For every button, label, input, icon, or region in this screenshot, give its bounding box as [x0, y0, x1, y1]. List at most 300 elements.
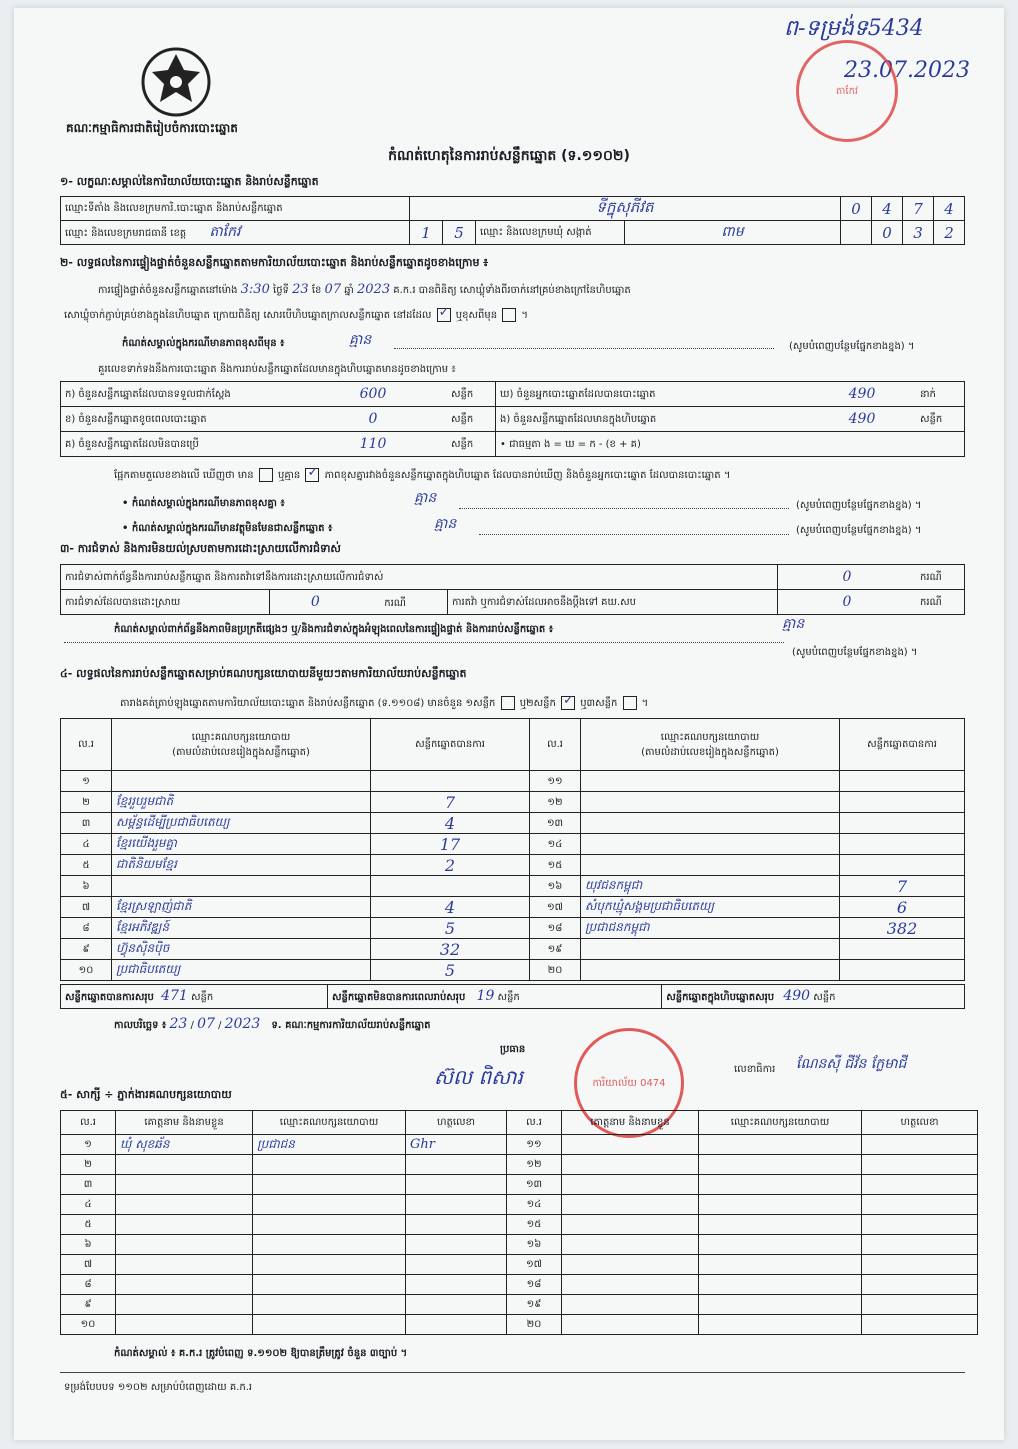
counts-intro: គួរលេខទាក់ទងនឹងការបោះឆ្នោត និងការរាប់សន្លឹកឆ្នោតដែលមានក្នុងហិបឆ្នោតមានដូចខាងក្រោម ៖: [98, 364, 456, 375]
same-checkbox[interactable]: [437, 308, 451, 322]
results-table: [60, 718, 965, 981]
objection-row2-label2: ការតវ៉ា ឬការជំទាស់ដែលអាចនឹងប្តឹងទៅ គឃ.សប: [447, 590, 777, 615]
row-number: ១៦: [507, 1235, 562, 1255]
one-sheet-checkbox[interactable]: [501, 696, 515, 710]
objection-row1-value: 0: [778, 565, 917, 590]
row-number: ១២: [530, 792, 581, 813]
objection-row1-unit: ករណី: [916, 565, 965, 590]
party-name: សំបុកឃ្មុំសង្គមប្រជាធិបតេយ្យ: [581, 897, 840, 918]
witness-party: [699, 1175, 862, 1195]
party-name: ខ្មែរស្រឡាញ់ជាតិ: [112, 897, 371, 918]
witness-name: [116, 1155, 253, 1175]
party-name: [581, 813, 840, 834]
has-diff-checkbox[interactable]: [259, 468, 273, 482]
table-row: [61, 834, 965, 855]
committee-label: ទ. គណៈកម្មការការិយាល័យរាប់សន្លឹកឆ្នោត: [271, 1020, 431, 1031]
row-number: ១៩: [530, 939, 581, 960]
party-votes: [840, 834, 965, 855]
witness-name: [562, 1315, 699, 1335]
fill-hint-1: (សូមបំពេញបន្ថែមផ្នែកខាងខ្នង) ។: [789, 341, 915, 352]
party-name: [581, 939, 840, 960]
nec-logo-icon: [140, 46, 212, 118]
row-number: ៦: [61, 876, 112, 897]
witness-signature: [406, 1235, 507, 1255]
different-label: ឬខុសពីមុន: [455, 310, 498, 321]
day-label: ថ្ងៃទី: [273, 285, 289, 296]
row-number: ១៧: [530, 897, 581, 918]
total-invalid-cell: [328, 985, 662, 1009]
three-sheet-label: ឬ៣សន្លឹក: [580, 698, 618, 709]
witness-party: [253, 1295, 406, 1315]
total-box-unit: សន្លឹក: [813, 992, 836, 1003]
row-number: ១១: [507, 1135, 562, 1155]
witness-party: ប្រជាជន: [253, 1135, 406, 1155]
table-row: [61, 1315, 978, 1335]
table-row: [61, 771, 965, 792]
witness-name: [116, 1215, 253, 1235]
no-diff-checkbox[interactable]: [305, 468, 319, 482]
results-col-party-left-title: ឈ្មោះគណបក្សនយោបាយ: [191, 731, 291, 743]
two-sheet-label: ឬ២សន្លឹក: [519, 698, 556, 709]
location-code-3: 7: [903, 197, 934, 221]
witness-col-no-left: ល.រ: [61, 1111, 116, 1135]
date-month: 07: [197, 1016, 215, 1032]
commune-value: ពាម: [625, 221, 841, 245]
difference-note-line: [394, 348, 774, 349]
verify-line-2-text: សោឃ្លុំចាក់ភ្ជាប់គ្រប់ខាងក្នុងនៃហិបឆ្នោត ក្រោយពិនិត្យ សោរបើហិបឆ្នោតក្រាលសន្លឹកឆ្នោត នៅដដែល: [64, 310, 432, 321]
witness-party: [699, 1295, 862, 1315]
party-name: ខ្មែររួបរួមជាតិ: [112, 792, 371, 813]
objection-row2-value-text: 0: [310, 593, 320, 610]
count-value: 600: [299, 382, 447, 407]
witness-party: [699, 1235, 862, 1255]
secretary-label: លេខាធិការ: [734, 1064, 776, 1075]
witness-col-party-right: ឈ្មោះគណបក្សនយោបាយ: [699, 1111, 862, 1135]
irregularity-note-value: គ្មាន: [782, 616, 805, 632]
row-number: ៣: [61, 813, 112, 834]
sheet-count-text: តារាងគត់ត្រាប់ឡុងឆ្នោតតាមការិយាល័យបោះឆ្នោត និងរាប់សន្លឹកឆ្នោត (ទ.១១០៨) មានចំនួន ១សន្លឹក: [120, 698, 496, 709]
row-number: ១៧: [507, 1255, 562, 1275]
witness-name: [562, 1255, 699, 1275]
count-unit-2: នាក់: [916, 382, 965, 407]
party-votes: [840, 813, 965, 834]
committee-name: គណៈកម្មាធិការជាតិរៀបចំការបោះឆ្នោត: [66, 121, 238, 135]
table-row: [61, 1155, 978, 1175]
witness-signature: [862, 1235, 978, 1255]
row-number: ១២: [507, 1155, 562, 1175]
date-label: កាលបរិច្ឆេទ ៖: [114, 1020, 167, 1031]
total-box-label: សន្លឹកឆ្នោតក្នុងហិបឆ្នោតសរុប: [666, 992, 775, 1003]
party-votes: 382: [840, 918, 965, 939]
results-col-no-right: ល.រ: [530, 719, 581, 771]
total-valid-value: 471: [161, 988, 188, 1004]
count-unit: សន្លឹក: [447, 432, 496, 457]
counts-row: [61, 432, 965, 457]
objection-row2-label: ការជំទាស់ដែលបានដោះស្រាយ: [61, 590, 270, 615]
witness-party: [253, 1195, 406, 1215]
party-name: យុវជនកម្ពុជា: [581, 876, 840, 897]
irregularity-note-label: កំណត់សម្គាល់ពាក់ព័ន្ធនឹងភាពមិនប្រក្រតីផ្សេងៗ ឬ/និងការជំទាស់ក្នុងអំឡុងពេលនៃការផ្ទៀងផ្ទាត់ និងការរាប់សន្លឹកឆ្នោត ៖: [114, 624, 554, 635]
row-number: ២០: [530, 960, 581, 981]
party-name: [581, 792, 840, 813]
fill-hint-4: (សូមបំពេញបន្ថែមផ្នែកខាងខ្នង) ។: [792, 647, 918, 658]
results-col-party-right: [581, 719, 840, 771]
form-title: កំណត់ហេតុនៃការរាប់សន្លឹកឆ្នោត (ទ.១១០២): [388, 148, 630, 164]
witness-signature: [862, 1215, 978, 1235]
witness-name: [116, 1175, 253, 1195]
witness-col-sig-right: ហត្ថលេខា: [862, 1111, 978, 1135]
counts-row: [61, 382, 965, 407]
row-number: ២: [61, 1155, 116, 1175]
witness-name: [562, 1215, 699, 1235]
commune-code-spacer: [841, 221, 872, 245]
witness-signature: [406, 1175, 507, 1195]
total-valid-cell: [61, 985, 328, 1009]
fill-hint-3: (សូមបំពេញបន្ថែមផ្នែកខាងខ្នង) ។: [796, 525, 922, 536]
commune-label: ឈ្មោះ និងលេខក្រមឃុំ សង្កាត់: [476, 221, 625, 245]
table-row: [61, 855, 965, 876]
witness-name: [562, 1235, 699, 1255]
table-row: [61, 1235, 978, 1255]
total-invalid-unit: សន្លឹក: [497, 992, 520, 1003]
witness-signature: [406, 1275, 507, 1295]
party-votes: 17: [371, 834, 530, 855]
corner-note: ព-ទម្រង់ទ5434: [784, 16, 924, 41]
party-name: ហ៊្វុនស៊ិនប៉ិច: [112, 939, 371, 960]
objection-row2-value2: 0: [778, 590, 917, 615]
witness-table: [60, 1110, 978, 1335]
no-diff-label: ឬគ្មាន: [278, 470, 301, 481]
party-name: [112, 771, 371, 792]
section4-heading: ៤- លទ្ធផលនៃការរាប់សន្លឹកឆ្នោតសម្រាប់គណបក្សនយោបាយនីមួយៗតាមការិយាល័យរាប់សន្លឹកឆ្នោត: [60, 667, 467, 680]
counts-row: [61, 407, 965, 432]
total-valid-label: សន្លឹកឆ្នោតបានការសរុប: [65, 992, 154, 1003]
compare-line: [114, 468, 984, 483]
total-invalid-label: សន្លឹកឆ្នោតមិនបានការពេលរាប់សរុប: [332, 992, 466, 1003]
objections-table: [60, 564, 965, 615]
total-invalid-value: 19: [476, 988, 495, 1004]
section1-heading: ១- លក្ខណៈសម្គាល់នៃការិយាល័យបោះឆ្នោត និងរាប់សន្លឹកឆ្នោត: [60, 175, 319, 188]
row-number: ៤: [61, 1195, 116, 1215]
diff-note-line: [459, 508, 789, 509]
table-row: [61, 897, 965, 918]
row-number: ១: [61, 1135, 116, 1155]
section5-heading: ៥- សាក្សី ÷ ភ្នាក់ងារគណបក្សនយោបាយ: [60, 1088, 232, 1101]
results-col-votes-left: សន្លឹកឆ្នោតបានការ: [371, 719, 530, 771]
witness-party: [699, 1275, 862, 1295]
secretary-signature: ណែនស៊ី ជីវ័ន ក្លែមាជី: [796, 1056, 907, 1072]
diff-note-label: • កំណត់សម្គាល់ក្នុងករណីមានភាពខុសគ្នា ៖: [122, 498, 285, 509]
witness-name: [562, 1295, 699, 1315]
counts-table: [60, 381, 965, 457]
row-number: ២: [61, 792, 112, 813]
witness-signature: [406, 1315, 507, 1335]
verify-day: 23: [292, 282, 309, 297]
province-value: តាកែវ: [209, 224, 241, 240]
table-row: [61, 876, 965, 897]
witness-name: [116, 1235, 253, 1255]
row-number: ១៥: [507, 1215, 562, 1235]
witness-party: [699, 1135, 862, 1155]
party-votes: [371, 876, 530, 897]
witness-party: [253, 1255, 406, 1275]
date-line: កាលបរិច្ឆេទ ៖ 23 / 07 / 2023 ទ. គណៈកម្មការការិយាល័យរាប់សន្លឹកឆ្នោត: [114, 1016, 431, 1032]
objection-row2-value: [270, 590, 448, 615]
party-votes: 4: [371, 813, 530, 834]
row-number: ១៨: [507, 1275, 562, 1295]
party-name: ប្រជាធិបតេយ្យ: [112, 960, 371, 981]
witness-signature: [406, 1255, 507, 1275]
party-votes: 7: [371, 792, 530, 813]
results-col-party-left-sub: (តាមលំដាប់លេខរៀងក្នុងសន្លឹកឆ្នោត): [172, 746, 310, 758]
count-unit-2: [916, 432, 965, 457]
witness-party: [253, 1175, 406, 1195]
count-label: ខ) ចំនួនសន្លឹកឆ្នោតខូចពេលបោះឆ្នោត: [61, 407, 300, 432]
ballot-count-form: [14, 8, 1004, 1440]
table-row: [61, 1275, 978, 1295]
party-name: ជាតិនិយមខ្មែរ: [112, 855, 371, 876]
row-number: ៣: [61, 1175, 116, 1195]
witness-signature: [862, 1255, 978, 1275]
witness-signature: [862, 1315, 978, 1335]
witness-name: [562, 1275, 699, 1295]
witness-party: [699, 1195, 862, 1215]
totals-table: [60, 984, 965, 1009]
count-value-2: [808, 432, 916, 457]
row-number: ៧: [61, 1255, 116, 1275]
party-votes: 5: [371, 960, 530, 981]
other-note-line: [479, 534, 789, 535]
table-row: [61, 939, 965, 960]
party-name: [581, 834, 840, 855]
party-votes: 2: [371, 855, 530, 876]
table-row: [61, 918, 965, 939]
witness-name: [562, 1135, 699, 1155]
other-note-label: • កំណត់សម្គាល់ក្នុងករណីមានវត្ថុមិនមែនជាសន្លឹកឆ្នោត ៖: [122, 523, 333, 534]
fill-hint-2: (សូមបំពេញបន្ថែមផ្នែកខាងខ្នង) ។: [796, 500, 922, 511]
table-row: [61, 1255, 978, 1275]
count-label: គ) ចំនួនសន្លឹកឆ្នោតដែលមិនបានប្រើ: [61, 432, 300, 457]
table-row: [61, 1295, 978, 1315]
witness-signature: [862, 1155, 978, 1175]
witness-name: [562, 1155, 699, 1175]
section3-heading: ៣- ការជំទាស់ និងការមិនយល់ស្របតាមការដោះស្រាយលើការជំទាស់: [60, 542, 341, 555]
witness-name: [562, 1195, 699, 1215]
party-votes: [840, 939, 965, 960]
witness-signature: [406, 1295, 507, 1315]
row-number: ១៥: [530, 855, 581, 876]
location-value: ទីក្នុសុភីវត: [410, 197, 841, 221]
witness-signature: [862, 1195, 978, 1215]
witness-name: [116, 1255, 253, 1275]
difference-note-label: កំណត់សម្គាល់ក្នុងករណីមានភាពខុសពីមុន ៖: [122, 338, 285, 349]
witness-party: [253, 1215, 406, 1235]
row-number: ១៤: [530, 834, 581, 855]
objection-row1-label: ការជំទាស់ពាក់ព័ន្ធនឹងការរាប់សន្លឹកឆ្នោត និងការតវ៉ាទៅនឹងការដោះស្រាយលើការជំទាស់: [61, 565, 778, 590]
corner-date: 23.07.2023: [844, 58, 970, 83]
total-box-value: 490: [783, 988, 811, 1004]
table-row: [61, 1195, 978, 1215]
count-value: 110: [299, 432, 447, 457]
count-value-2: 490: [808, 382, 916, 407]
row-number: ៨: [61, 918, 112, 939]
commune-code-2: 3: [903, 221, 934, 245]
objection-row2-unit2: ករណី: [916, 590, 965, 615]
row-number: ១៨: [530, 918, 581, 939]
witness-party: [699, 1215, 862, 1235]
witness-signature: [862, 1275, 978, 1295]
party-votes: [840, 771, 965, 792]
party-votes: 32: [371, 939, 530, 960]
sheet-count-line: តារាងគត់ត្រាប់ឡុងឆ្នោតតាមការិយាល័យបោះឆ្នោត និងរាប់សន្លឹកឆ្នោត (ទ.១១០៨) មានចំនួន ១សន្លឹក ឬ២សន្លឹក ✓ ឬ៣សន្លឹក ។: [120, 696, 648, 711]
other-note-value: គ្មាន: [434, 516, 457, 532]
witness-signature: [862, 1295, 978, 1315]
compare-text-end: ភាពខុសគ្នារវាងចំនួនសន្លឹកឆ្នោតក្នុងហិបឆ្នោត ដែលបានរាប់ឃើញ និងចំនួនអ្នកបោះឆ្នោត ដែលបានបោះឆ្នោត ។: [324, 470, 731, 481]
count-label-2: ឃ) ចំនួនអ្នកបោះឆ្នោតដែលបានបោះឆ្នោត: [496, 382, 809, 407]
witness-name: [116, 1315, 253, 1335]
date-year: 2023: [224, 1016, 261, 1032]
total-box-cell: [662, 985, 965, 1009]
party-name: [581, 855, 840, 876]
count-value-2: 490: [808, 407, 916, 432]
section1-table: [60, 196, 965, 245]
count-unit-2: សន្លឹក: [916, 407, 965, 432]
location-code-2: 4: [872, 197, 903, 221]
results-col-party-right-sub: (តាមលំដាប់លេខរៀងក្នុងសន្លឹកឆ្នោត): [641, 746, 779, 758]
count-value: 0: [299, 407, 447, 432]
witness-col-party-left: ឈ្មោះគណបក្សនយោបាយ: [253, 1111, 406, 1135]
witness-party: [253, 1315, 406, 1335]
count-unit: សន្លឹក: [447, 407, 496, 432]
witness-signature: [406, 1195, 507, 1215]
row-number: ៥: [61, 1215, 116, 1235]
party-votes: [840, 792, 965, 813]
verify-year: 2023: [357, 282, 391, 297]
three-sheet-checkbox[interactable]: [623, 696, 637, 710]
witness-col-no-right: ល.រ: [507, 1111, 562, 1135]
table-row: [61, 1215, 978, 1235]
province-label-text: ឈ្មោះ និងលេខក្រមរាជធានី ខេត្ត: [65, 228, 187, 239]
verify-text: ការផ្ទៀងផ្ទាត់ចំនួនសន្លឹកឆ្នោតនៅម៉ោង: [98, 285, 238, 296]
province-code-1: 1: [410, 221, 443, 245]
location-code-1: 0: [841, 197, 872, 221]
party-votes: [840, 855, 965, 876]
count-label-2: ង) ចំនួនសន្លឹកឆ្នោតដែលមានក្នុងហិបឆ្នោត: [496, 407, 809, 432]
count-unit: សន្លឹក: [447, 382, 496, 407]
witness-signature: [862, 1135, 978, 1155]
party-name: ប្រជាជនកម្ពុជា: [581, 918, 840, 939]
party-name: ខ្មែរអភិវឌ្ឍន៍: [112, 918, 371, 939]
total-valid-unit: សន្លឹក: [190, 992, 214, 1003]
difference-note-value: គ្មាន: [349, 332, 372, 348]
witness-col-sig-left: ហត្ថលេខា: [406, 1111, 507, 1135]
commune-code-1: 0: [872, 221, 903, 245]
count-label: ក) ចំនួនសន្លឹកឆ្នោតដែលបានទទួលជាក់ស្តែង: [61, 382, 300, 407]
row-number: ៧: [61, 897, 112, 918]
witness-party: [699, 1155, 862, 1175]
table-row: [61, 960, 965, 981]
verify-line-2: សោឃ្លុំចាក់ភ្ជាប់គ្រប់ខាងក្នុងនៃហិបឆ្នោត ក្រោយពិនិត្យ សោរបើហិបឆ្នោតក្រាលសន្លឹកឆ្នោត នៅដដែល ✓ ឬខុសពីមុន ។: [64, 308, 964, 323]
row-number: ១១: [530, 771, 581, 792]
witness-col-name-left: គោត្តនាម និងនាមខ្លួន: [116, 1111, 253, 1135]
footer-rule: [60, 1372, 965, 1373]
verify-text-end: គ.ក.រ បានពិនិត្យ សោឃ្លុំទាំងពីរចាក់នៅគ្រប់ខាងក្រៅនៃហិបឆ្នោត: [393, 285, 631, 296]
row-number: ១៤: [507, 1195, 562, 1215]
section2-heading: ២- លទ្ធផលនៃការផ្ទៀងផ្ទាត់ចំនួនសន្លឹកឆ្នោតតាមការិយាល័យបោះឆ្នោត និងរាប់សន្លឹកឆ្នោតដូចខាងក្រោម ៖: [60, 256, 489, 269]
party-votes: [371, 771, 530, 792]
witness-signature: [862, 1175, 978, 1195]
verify-time: 3:30: [240, 282, 270, 297]
witness-signature: [406, 1155, 507, 1175]
diff-note-value: គ្មាន: [414, 490, 437, 506]
witness-name: [116, 1295, 253, 1315]
commune-code-3: 2: [934, 221, 965, 245]
row-number: ៩: [61, 939, 112, 960]
row-number: ៦: [61, 1235, 116, 1255]
witness-col-name-right: គោត្តនាម និងនាមខ្លួន: [562, 1111, 699, 1135]
row-number: ៤: [61, 834, 112, 855]
row-number: ១០: [61, 1315, 116, 1335]
party-name: [581, 960, 840, 981]
province-code-2: 5: [443, 221, 476, 245]
results-col-party-left: [112, 719, 371, 771]
party-name: ខ្មែរយើងរួមគ្នា: [112, 834, 371, 855]
witness-party: [699, 1315, 862, 1335]
row-number: ៥: [61, 855, 112, 876]
row-number: ៩: [61, 1295, 116, 1315]
row-number: ១០: [61, 960, 112, 981]
table-row: [61, 792, 965, 813]
verify-month: 07: [324, 282, 342, 297]
party-votes: [840, 960, 965, 981]
two-sheet-checkbox[interactable]: [561, 696, 575, 710]
witness-signature: Ghr: [406, 1135, 507, 1155]
party-votes: 7: [840, 876, 965, 897]
party-name: [112, 876, 371, 897]
witness-signature: [406, 1215, 507, 1235]
year-label: ឆ្នាំ: [344, 285, 354, 296]
witness-name: [116, 1275, 253, 1295]
chair-label: ប្រធាន: [500, 1044, 526, 1055]
party-name: សម្ព័ន្ធដើម្បីប្រជាធិបតេយ្យ: [112, 813, 371, 834]
stamp-text: តាកែវ: [835, 85, 859, 97]
witness-party: [253, 1155, 406, 1175]
chair-signature: ស៊ល ពិសារ: [434, 1065, 523, 1089]
witness-party: [253, 1275, 406, 1295]
results-col-party-right-title: ឈ្មោះគណបក្សនយោបាយ: [660, 731, 760, 743]
stamp-bottom-text: ការិយាល័យ 0474: [592, 1077, 666, 1089]
table-row: [61, 813, 965, 834]
verify-line-1: [98, 282, 978, 298]
objection-row2-unit: ករណី: [384, 597, 407, 609]
results-col-votes-right: សន្លឹកឆ្នោតបានការ: [840, 719, 965, 771]
party-votes: 5: [371, 918, 530, 939]
compare-text: ផ្អែកតាមតួលេខខាងលើ ឃើញថា មាន: [114, 470, 254, 481]
table-row: [61, 1135, 978, 1155]
province-label: [61, 221, 410, 245]
month-label: ខែ: [311, 285, 322, 296]
row-number: ៨: [61, 1275, 116, 1295]
results-col-no-left: ល.រ: [61, 719, 112, 771]
table-row: [61, 1175, 978, 1195]
witness-name: ឃុំ សុខឆ័ន: [116, 1135, 253, 1155]
witness-name: [116, 1195, 253, 1215]
party-votes: 4: [371, 897, 530, 918]
row-number: ១៦: [530, 876, 581, 897]
party-name: [581, 771, 840, 792]
different-checkbox[interactable]: [502, 308, 516, 322]
row-number: ១: [61, 771, 112, 792]
